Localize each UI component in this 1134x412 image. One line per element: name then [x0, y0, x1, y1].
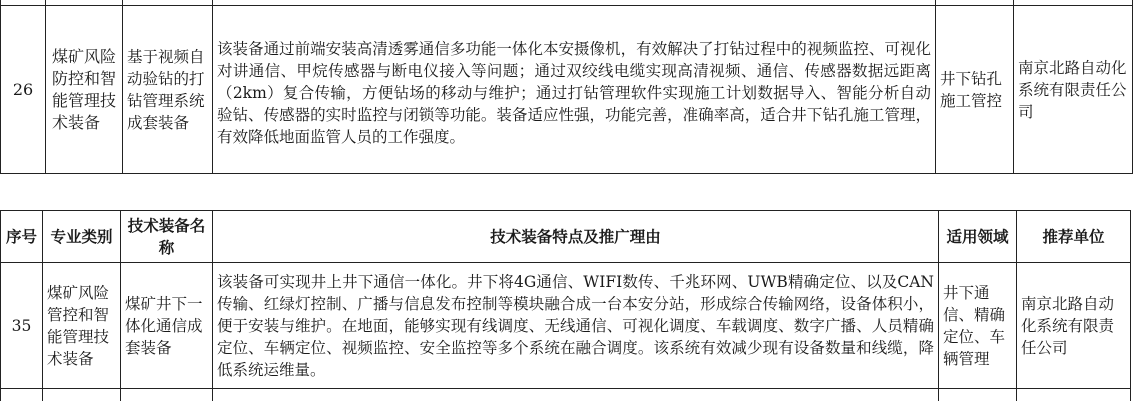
row-category: 煤矿风险管控和智能管理技术装备	[43, 263, 121, 389]
table-row	[1, 263, 1131, 389]
header-description: 技术装备特点及推广理由	[213, 211, 939, 263]
header-org: 推荐单位	[1017, 211, 1131, 263]
equipment-table-top	[0, 0, 1133, 174]
table-row	[1, 6, 1133, 174]
header-no: 序号	[1, 211, 43, 263]
header-name: 技术装备名称	[121, 211, 213, 263]
row-equipment-name: 基于视频自动验钻的打钻管理系统成套装备	[123, 6, 213, 174]
row-field: 井下钻孔施工管控	[936, 6, 1014, 174]
equipment-table-bottom	[0, 210, 1131, 401]
header-category: 专业类别	[43, 211, 121, 263]
row-number: 35	[1, 263, 43, 389]
table-header-row	[1, 211, 1131, 263]
row-field: 井下通信、精确定位、车辆管理	[939, 263, 1017, 389]
table-row-fragment	[1, 389, 1131, 402]
row-description-text: 该装备通过前端安装高清透雾通信多功能一体化本安摄像机，有效解决了打钻过程中的视频监控、可视化对讲通信、甲烷传感器与断电仪接入等问题；通过双绞线电缆实现高清视频、通信、传感器数据远距离（2km）复合传输，方便钻场的移动与维护；通过打钻管理软件实现施工计划数据导入、智能分析自动验钻、传感器的实时监控与闭锁等功能。装备适应性强，功能完善，准确率高，适合井下钻孔施工管理，有效降低地面监管人员的工作强度。	[217, 39, 931, 146]
row-description-text: 该装备可实现井上井下通信一体化。井下将4G通信、WIFI数传、千兆环网、UWB精确定位、以及CAN传输、红绿灯控制、广播与信息发布控制等模块融合成一台本安分站，形成综合传输网络，设备体积小，便于安装与维护。在地面，能够实现有线调度、无线通信、可视化调度、车载调度、数字广播、人员精确定位、车辆定位、视频监控、安全监控等多个系统在融合调度。该系统有效减少现有设备数量和线缆，降低系统运维量。	[217, 272, 934, 379]
row-description	[213, 263, 939, 389]
header-field: 适用领域	[939, 211, 1017, 263]
row-equipment-name: 煤矿井下一体化通信成套装备	[121, 263, 213, 389]
row-category: 煤矿风险防控和智能管理技术装备	[46, 6, 123, 174]
row-org: 南京北路自动化系统有限责任公司	[1014, 6, 1133, 174]
row-description	[213, 6, 936, 174]
row-org: 南京北路自动化系统有限责任公司	[1017, 263, 1131, 389]
row-number: 26	[1, 6, 46, 174]
